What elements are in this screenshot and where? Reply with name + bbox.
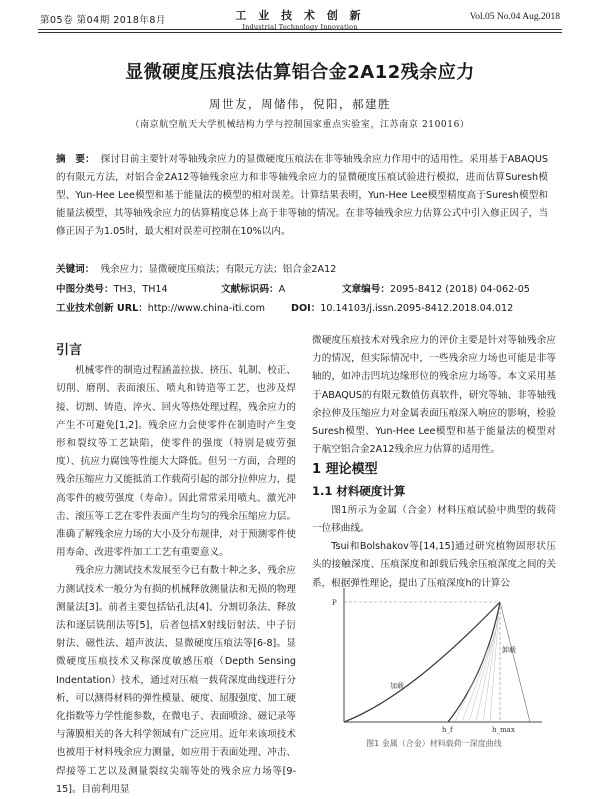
article-number-label: 文章编号： [342,284,390,295]
tsui-paragraph: Tsui和Bolshakov等[14,15]通过研究植物固形状压头的接触深度、压痕深度和卸载后残余压痕深度之间的关系，根据弹性理论，提出了压痕深度h的计算公 [312,541,556,589]
unloading-label: 卸载 [502,646,516,654]
abstract-text: 探讨目前主要针对等轴残余应力的显微硬度压痕法在非等轴残余应力作用中的适用性。采用基于ABAQUS的有限元方法，对铝合金2A12等轴残余应力和非等轴残余应力的显微硬度压痕试验进行模拟，进而估算Suresh模型、Yun-Hee Lee模型和基于能量法的模型的相对误差。计算结果表明，Yun-Hee Lee模型精度高于Suresh模型和能量法模型，其等轴残余应力的估算精度总体上高于非等轴的情况。在非等轴残余应力估算公式中引入修正因子，当修正因子为1.05时，最大相对误差可控制在10%以内。 [56,154,548,237]
url-label: 工业技术创新 URL： [56,303,148,314]
article-number-value: 2095-8412 (2018) 04-062-05 [389,284,530,295]
section-1-1-heading: 1.1 材料硬度计算 [312,483,406,498]
keywords [56,261,336,275]
keywords-label: 关键词： [56,264,95,275]
header-rule-thin [38,32,562,33]
paper-title: 显微硬度压痕法估算铝合金2A12残余应力 [125,62,475,83]
intro-continuation: 微硬度压痕技术对残余应力的评价主要是针对等轴残余应力的情况，但实际情况中，一些残余应力场也可能是非等轴的，如冲击凹坑边缘形位的残余应力场等。本文采用基于ABAQUS的有限元数值仿真软件，研究等轴、非等轴残余拉伸及压缩应力对金属表面压痕深入响应的影响，检验Suresh模型、Yun-Hee Lee模型和基于能量法的模型对于航空铝合金2A12残余应力估算的适用性。 [312,335,556,456]
volume-header: Vol.05 No.04 Aug.2018 [469,12,560,22]
section-1-heading: 1 理论模型 [312,462,378,478]
affiliation: （南京航空航天大学机械结构力学与控制国家重点实验室，江苏南京 210016） [130,120,470,130]
tangent-line [500,602,530,722]
header-rule [38,29,562,30]
figure-caption: 图1 金属（合金）材料载荷一深度曲线 [366,739,502,748]
right-column [312,332,556,593]
journal-name-en: Industrial Technology Innovation [242,23,358,31]
left-column [56,342,296,799]
pmax-label: P [332,599,337,607]
load-depth-figure [330,584,552,734]
doi-link[interactable]: 10.14103/j.issn.2095-8412.2018.04.012 [320,303,514,314]
doi-label: DOI： [291,303,321,314]
intro-paragraph-2: 残余应力测试技术发展至今已有数十种之多，残余应力测试技术一般分为有损的机械释放测量法和无损的物理测量法[3]。前者主要包括钻孔法[4]、分割切条法、释放法和逐层铣削法等[5]，后者包括X射线衍射法、中子衍射法、磁性法、超声波法、显微硬度压痕法等[6-8]。显微硬度压痕技术又称深度敏感压痕（Depth Sensing Indentation）技术，通过对压痕一载荷深度曲线进行分析，可以测得材料的弹性模量、硬度、屈服强度、加工硬化指数等力学性能参数，在微电子、表面喷涂、磁记录等与薄膜相关的各大科学领域有广泛应用。近年来该项技术也被用于材料残余应力测量，如应用于表面处理、冲击、焊接等工艺以及测量裂纹尖端等处的残余应力场等[9-15]。目前利用显 [56,565,296,795]
doc-code-field [221,281,285,295]
loading-label: 加载 [390,682,404,690]
hatch-area [455,610,499,722]
figure-intro-paragraph: 图1所示为金属（合金）材料压痕试验中典型的载荷一位移曲线。 [312,504,556,535]
intro-heading: 引言 [56,343,83,358]
doc-code-value: A [278,284,286,295]
abstract-label: 摘 要： [56,154,95,165]
clc-value: TH3，TH14 [113,284,168,295]
doc-code-label: 文献标识码： [221,284,279,295]
clc-field [56,281,168,295]
doi-field [291,300,513,314]
hmax-label: h_max [492,726,515,734]
intro-paragraph-1: 机械零件的制造过程涵盖拉拔、挤压、轧制、校正、切削、磨削、表面滚压、喷丸和铸造等工艺，也涉及焊接、切割、铸造、淬火、回火等热处理过程，残余应力的产生不可避免[1,2]。残余应力会使零件在制造时产生变形和裂纹等工艺缺陷，使零件的强度（特别是疲劳强度）、抗应力腐蚀等性能大大降低。但另一方面，合理的残余压缩应力又能抵消工作载荷引起的部分拉伸应力，提高零件的疲劳强度（寿命）。因此常常采用喷丸、激光冲击、滚压等工艺在零件表面产生均匀的残余压缩应力层。准确了解残余应力场的大小及分布规律，对于预测零件使用寿命、改进零件加工工艺有重要意义。 [56,365,296,559]
hf-label: h_f [442,726,453,734]
loading-curve [344,602,500,722]
article-number-field [342,281,530,295]
journal-issue-header: 第05卷 第04期 2018年8月 [40,15,166,26]
keywords-text: 残余应力；显微硬度压痕法；有限元方法；铝合金2A12 [100,264,337,275]
url-link[interactable]: http://www.china-iti.com [147,303,265,314]
clc-label: 中图分类号： [56,284,114,295]
journal-name-cn: 工 业 技 术 创 新 [235,9,365,22]
author-list: 周世友，周储伟，倪阳，郝建胜 [209,97,391,111]
abstract [56,151,548,241]
url-field [56,300,265,314]
